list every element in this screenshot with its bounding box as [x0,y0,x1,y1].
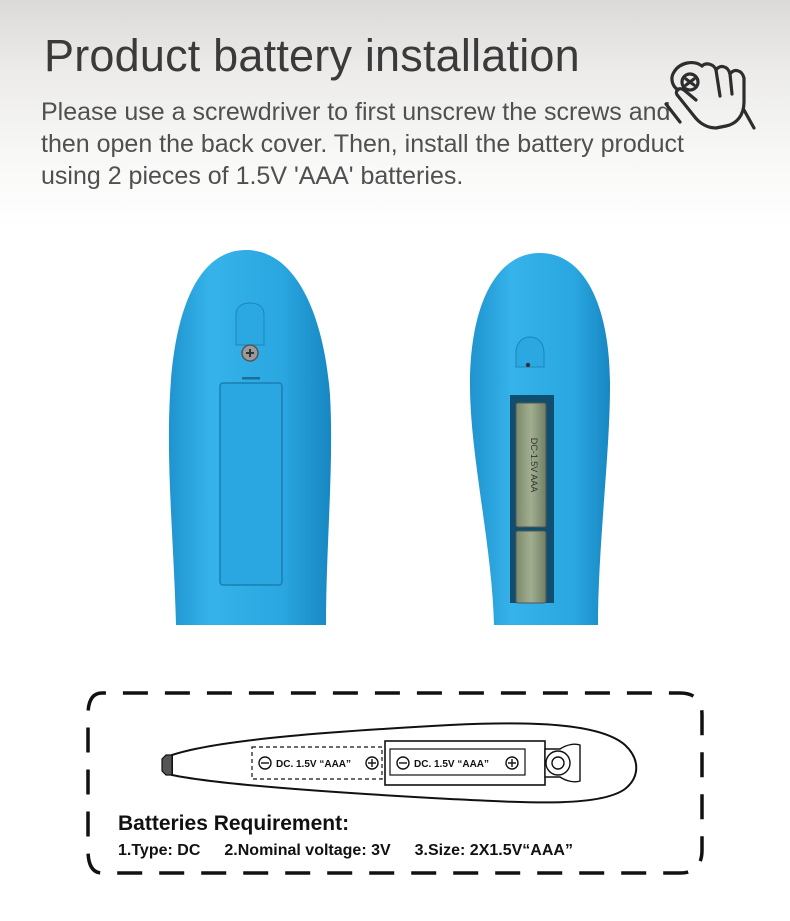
device-back-open-photo [460,245,620,625]
battery-label-2: DC. 1.5V “AAA” [414,759,490,770]
spec-size: 3.Size: 2X1.5V“AAA” [414,842,573,859]
hand-holding-screw-icon [664,52,756,136]
battery-print-text: DC-1.5V AAA [529,437,539,493]
device-back-closed-photo [166,245,336,625]
page-title: Product battery installation [44,30,580,81]
requirements-specs [118,842,573,860]
device-tip [162,755,172,775]
spec-voltage: 2.Nominal voltage: 3V [224,842,391,859]
instruction-text: Please use a screwdriver to first unscrew the screws and then open the back cover. Then, install the battery product using 2 pieces of 1.5V 'AAA' batteries. [41,98,685,190]
spec-type: 1.Type: DC [118,842,201,859]
requirements-title: Batteries Requirement: [118,812,350,835]
screw-hole-outer [546,751,570,775]
battery-label-1: DC. 1.5V “AAA” [276,759,352,770]
